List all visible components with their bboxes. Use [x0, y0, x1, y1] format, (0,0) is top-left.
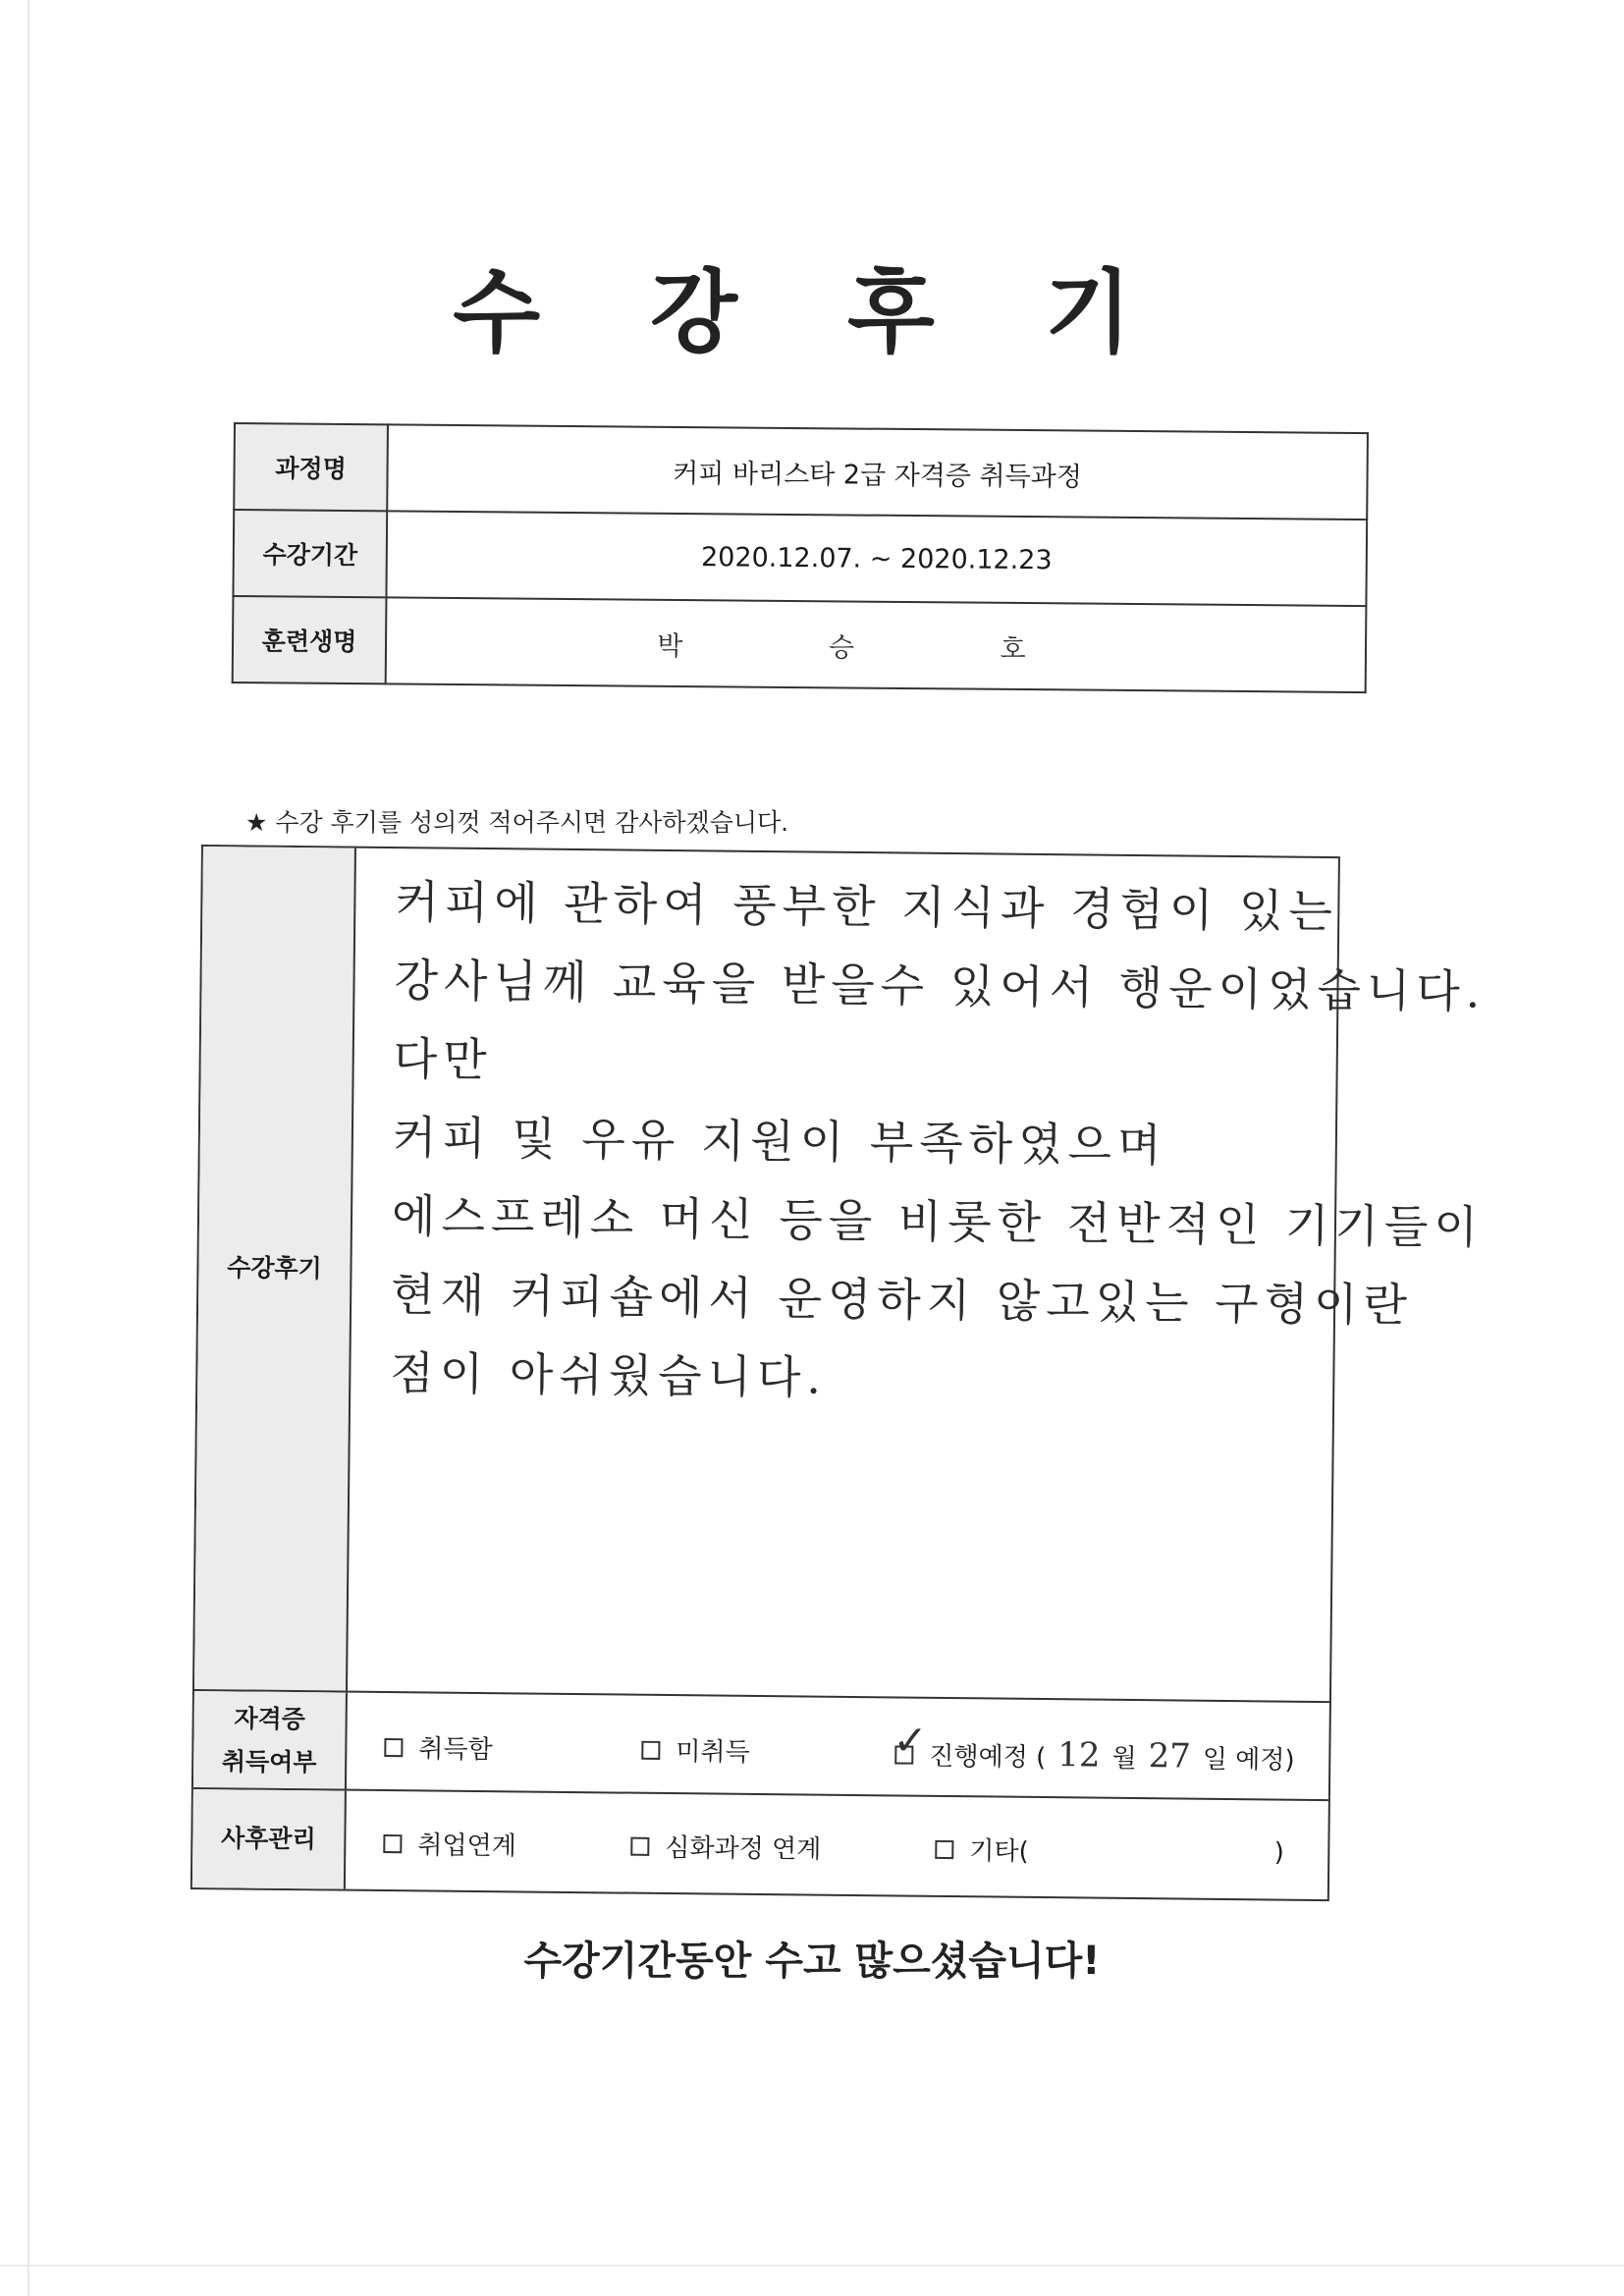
period-label: 수강기간	[233, 510, 387, 597]
option-not-acquired[interactable]	[641, 1731, 750, 1769]
certification-label	[193, 1691, 348, 1791]
option-acquired-label: 취득함	[418, 1734, 493, 1766]
month-unit: 월	[1111, 1743, 1137, 1774]
checkbox-icon[interactable]	[384, 1738, 403, 1757]
review-line: 커피에 관하여 풍부한 지식과 경험이 있는	[395, 875, 1339, 939]
checkbox-icon[interactable]	[383, 1834, 402, 1853]
course-info-table	[232, 422, 1369, 693]
closing-message: 수강기간동안 수고 많으셨습니다!	[523, 1939, 1101, 1984]
review-text-area	[348, 848, 1487, 1701]
review-line: 점이 아쉬웠습니다.	[390, 1346, 828, 1404]
review-line: 다만	[393, 1032, 493, 1087]
review-table	[190, 845, 1487, 1901]
review-row	[194, 847, 1487, 1701]
option-acquired[interactable]	[384, 1728, 493, 1766]
review-label: 수강후기	[194, 847, 356, 1691]
review-line: 현재 커피숍에서 운영하지 않고있는 구형이란	[390, 1268, 1414, 1332]
period-row	[233, 510, 1367, 606]
planned-month-handwritten: 12	[1057, 1735, 1101, 1776]
day-unit: 일 예정)	[1202, 1744, 1295, 1776]
aftercare-row	[192, 1787, 1328, 1899]
checkbox-icon[interactable]	[641, 1741, 660, 1760]
option-not-acquired-label: 미취득	[676, 1737, 750, 1768]
course-row	[234, 423, 1368, 519]
trainee-row	[233, 596, 1367, 692]
option-planned[interactable]	[893, 1715, 1295, 1777]
checkbox-icon[interactable]	[893, 1715, 928, 1765]
page-title: 수 강 후 기	[453, 260, 1171, 365]
certification-label-line2: 취득여부	[221, 1747, 317, 1777]
scan-edge-mark-bottom	[0, 2265, 1624, 2267]
certification-options	[347, 1693, 1329, 1801]
option-other-blank[interactable]	[1029, 1849, 1274, 1852]
certification-row	[193, 1689, 1329, 1801]
review-line: 강사님께 교육을 받을수 있어서 행운이었습니다.	[394, 954, 1487, 1018]
course-value: 커피 바리스타 2급 자격증 취득과정	[387, 424, 1368, 519]
trainee-label: 훈련생명	[233, 596, 387, 683]
checkbox-icon[interactable]	[935, 1840, 953, 1859]
trainee-name-handwritten: 박 승 호	[386, 597, 1367, 692]
planned-day-handwritten: 27	[1148, 1736, 1192, 1777]
checkbox-icon[interactable]	[630, 1837, 649, 1856]
option-advanced-course-label: 심화과정 연계	[665, 1833, 822, 1865]
course-label: 과정명	[234, 423, 388, 511]
review-line: 에스프레소 머신 등을 비롯한 전반적인 기기들이	[391, 1189, 1485, 1254]
option-job-link[interactable]	[383, 1825, 516, 1862]
option-job-link-label: 취업연계	[417, 1831, 516, 1862]
checkmark-icon: ✓	[893, 1715, 928, 1765]
aftercare-label: 사후관리	[192, 1789, 347, 1889]
option-planned-label: 진행예정 (	[929, 1741, 1047, 1773]
instruction-note: ★ 수강 후기를 성의껏 적어주시면 감사하겠습니다.	[245, 808, 789, 837]
option-advanced-course[interactable]	[630, 1828, 821, 1866]
option-other-close: )	[1273, 1836, 1285, 1868]
aftercare-options	[346, 1791, 1328, 1899]
certification-label-line1: 자격증	[234, 1704, 306, 1734]
period-value: 2020.12.07. ~ 2020.12.23	[386, 511, 1367, 606]
review-line: 커피 및 우유 지원이 부족하였으며	[392, 1111, 1167, 1173]
option-other[interactable]	[935, 1831, 1284, 1871]
option-other-label: 기타(	[969, 1836, 1029, 1867]
